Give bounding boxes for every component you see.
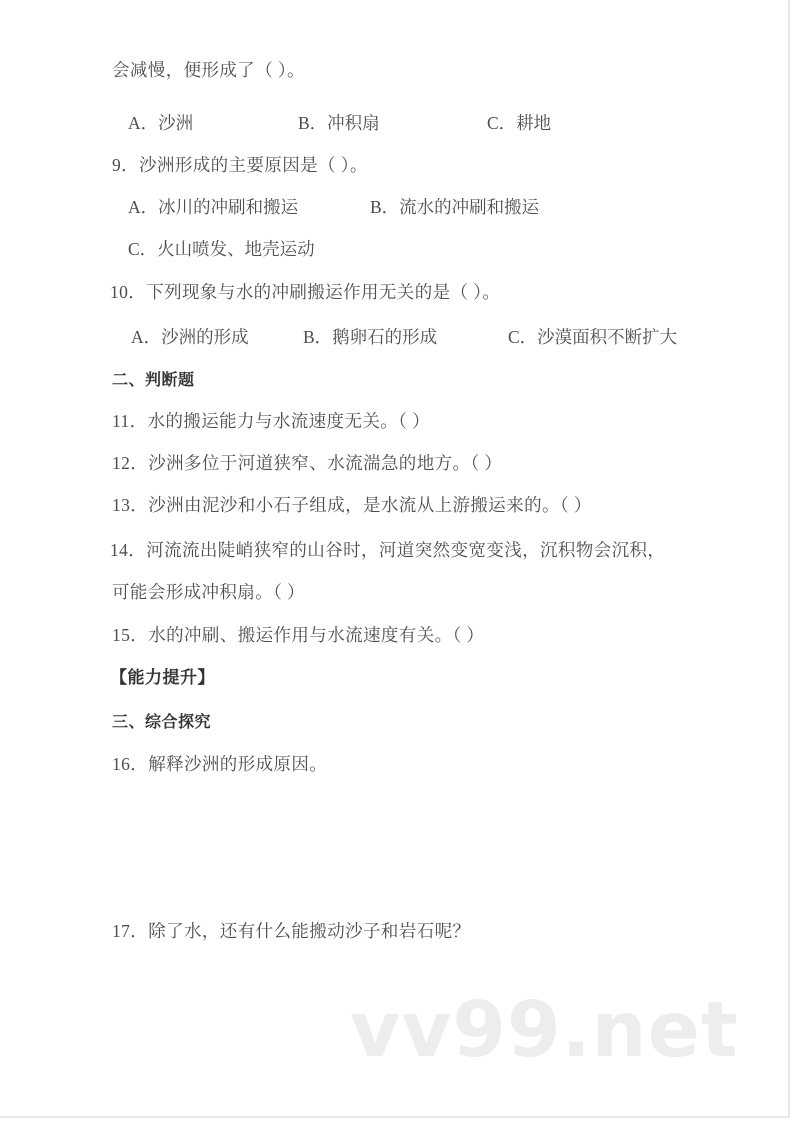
question-16-answer-space[interactable] — [112, 790, 682, 910]
section-heading-judgement: 二、判断题 — [112, 370, 195, 389]
question-16: 16．解释沙洲的形成原因。 — [112, 754, 328, 774]
question-10-option-c[interactable]: C．沙漠面积不断扩大 — [508, 327, 678, 347]
question-12: 12．沙洲多位于河道狭窄、水流湍急的地方。（ ） — [112, 453, 503, 473]
ability-improvement-heading: 【能力提升】 — [110, 668, 215, 688]
question-8-option-a[interactable]: A．沙洲 — [128, 113, 194, 133]
question-8-option-c[interactable]: C．耕地 — [487, 113, 552, 133]
section-heading-comprehensive: 三、综合探究 — [112, 712, 212, 731]
question-8-continuation: 会减慢，便形成了（ ）。 — [112, 60, 305, 80]
question-11: 11．水的搬运能力与水流速度无关。（ ） — [112, 411, 430, 431]
question-14-line-1: 14．河流流出陡峭狭窄的山谷时，河道突然变宽变浅，沉积物会沉积， — [110, 540, 666, 560]
question-10-option-b[interactable]: B．鹅卵石的形成 — [303, 327, 438, 347]
question-8-option-b[interactable]: B．冲积扇 — [298, 113, 380, 133]
question-17: 17．除了水，还有什么能搬动沙子和岩石呢？ — [112, 921, 471, 941]
question-10-stem: 10．下列现象与水的冲刷搬运作用无关的是（ ）。 — [110, 282, 501, 302]
question-15: 15．水的冲刷、搬运作用与水流速度有关。（ ） — [112, 625, 485, 645]
question-9-stem: 9．沙洲形成的主要原因是（ ）。 — [112, 155, 368, 175]
question-9-option-a[interactable]: A．冰川的冲刷和搬运 — [128, 197, 299, 217]
site-watermark: vv99.net — [350, 986, 739, 1075]
question-13: 13．沙洲由泥沙和小石子组成，是水流从上游搬运来的。（ ） — [112, 495, 592, 515]
question-14-line-2: 可能会形成冲积扇。（ ） — [112, 582, 305, 602]
question-9-option-c[interactable]: C．火山喷发、地壳运动 — [128, 239, 315, 259]
question-10-option-a[interactable]: A．沙洲的形成 — [131, 327, 249, 347]
question-9-option-b[interactable]: B．流水的冲刷和搬运 — [370, 197, 540, 217]
